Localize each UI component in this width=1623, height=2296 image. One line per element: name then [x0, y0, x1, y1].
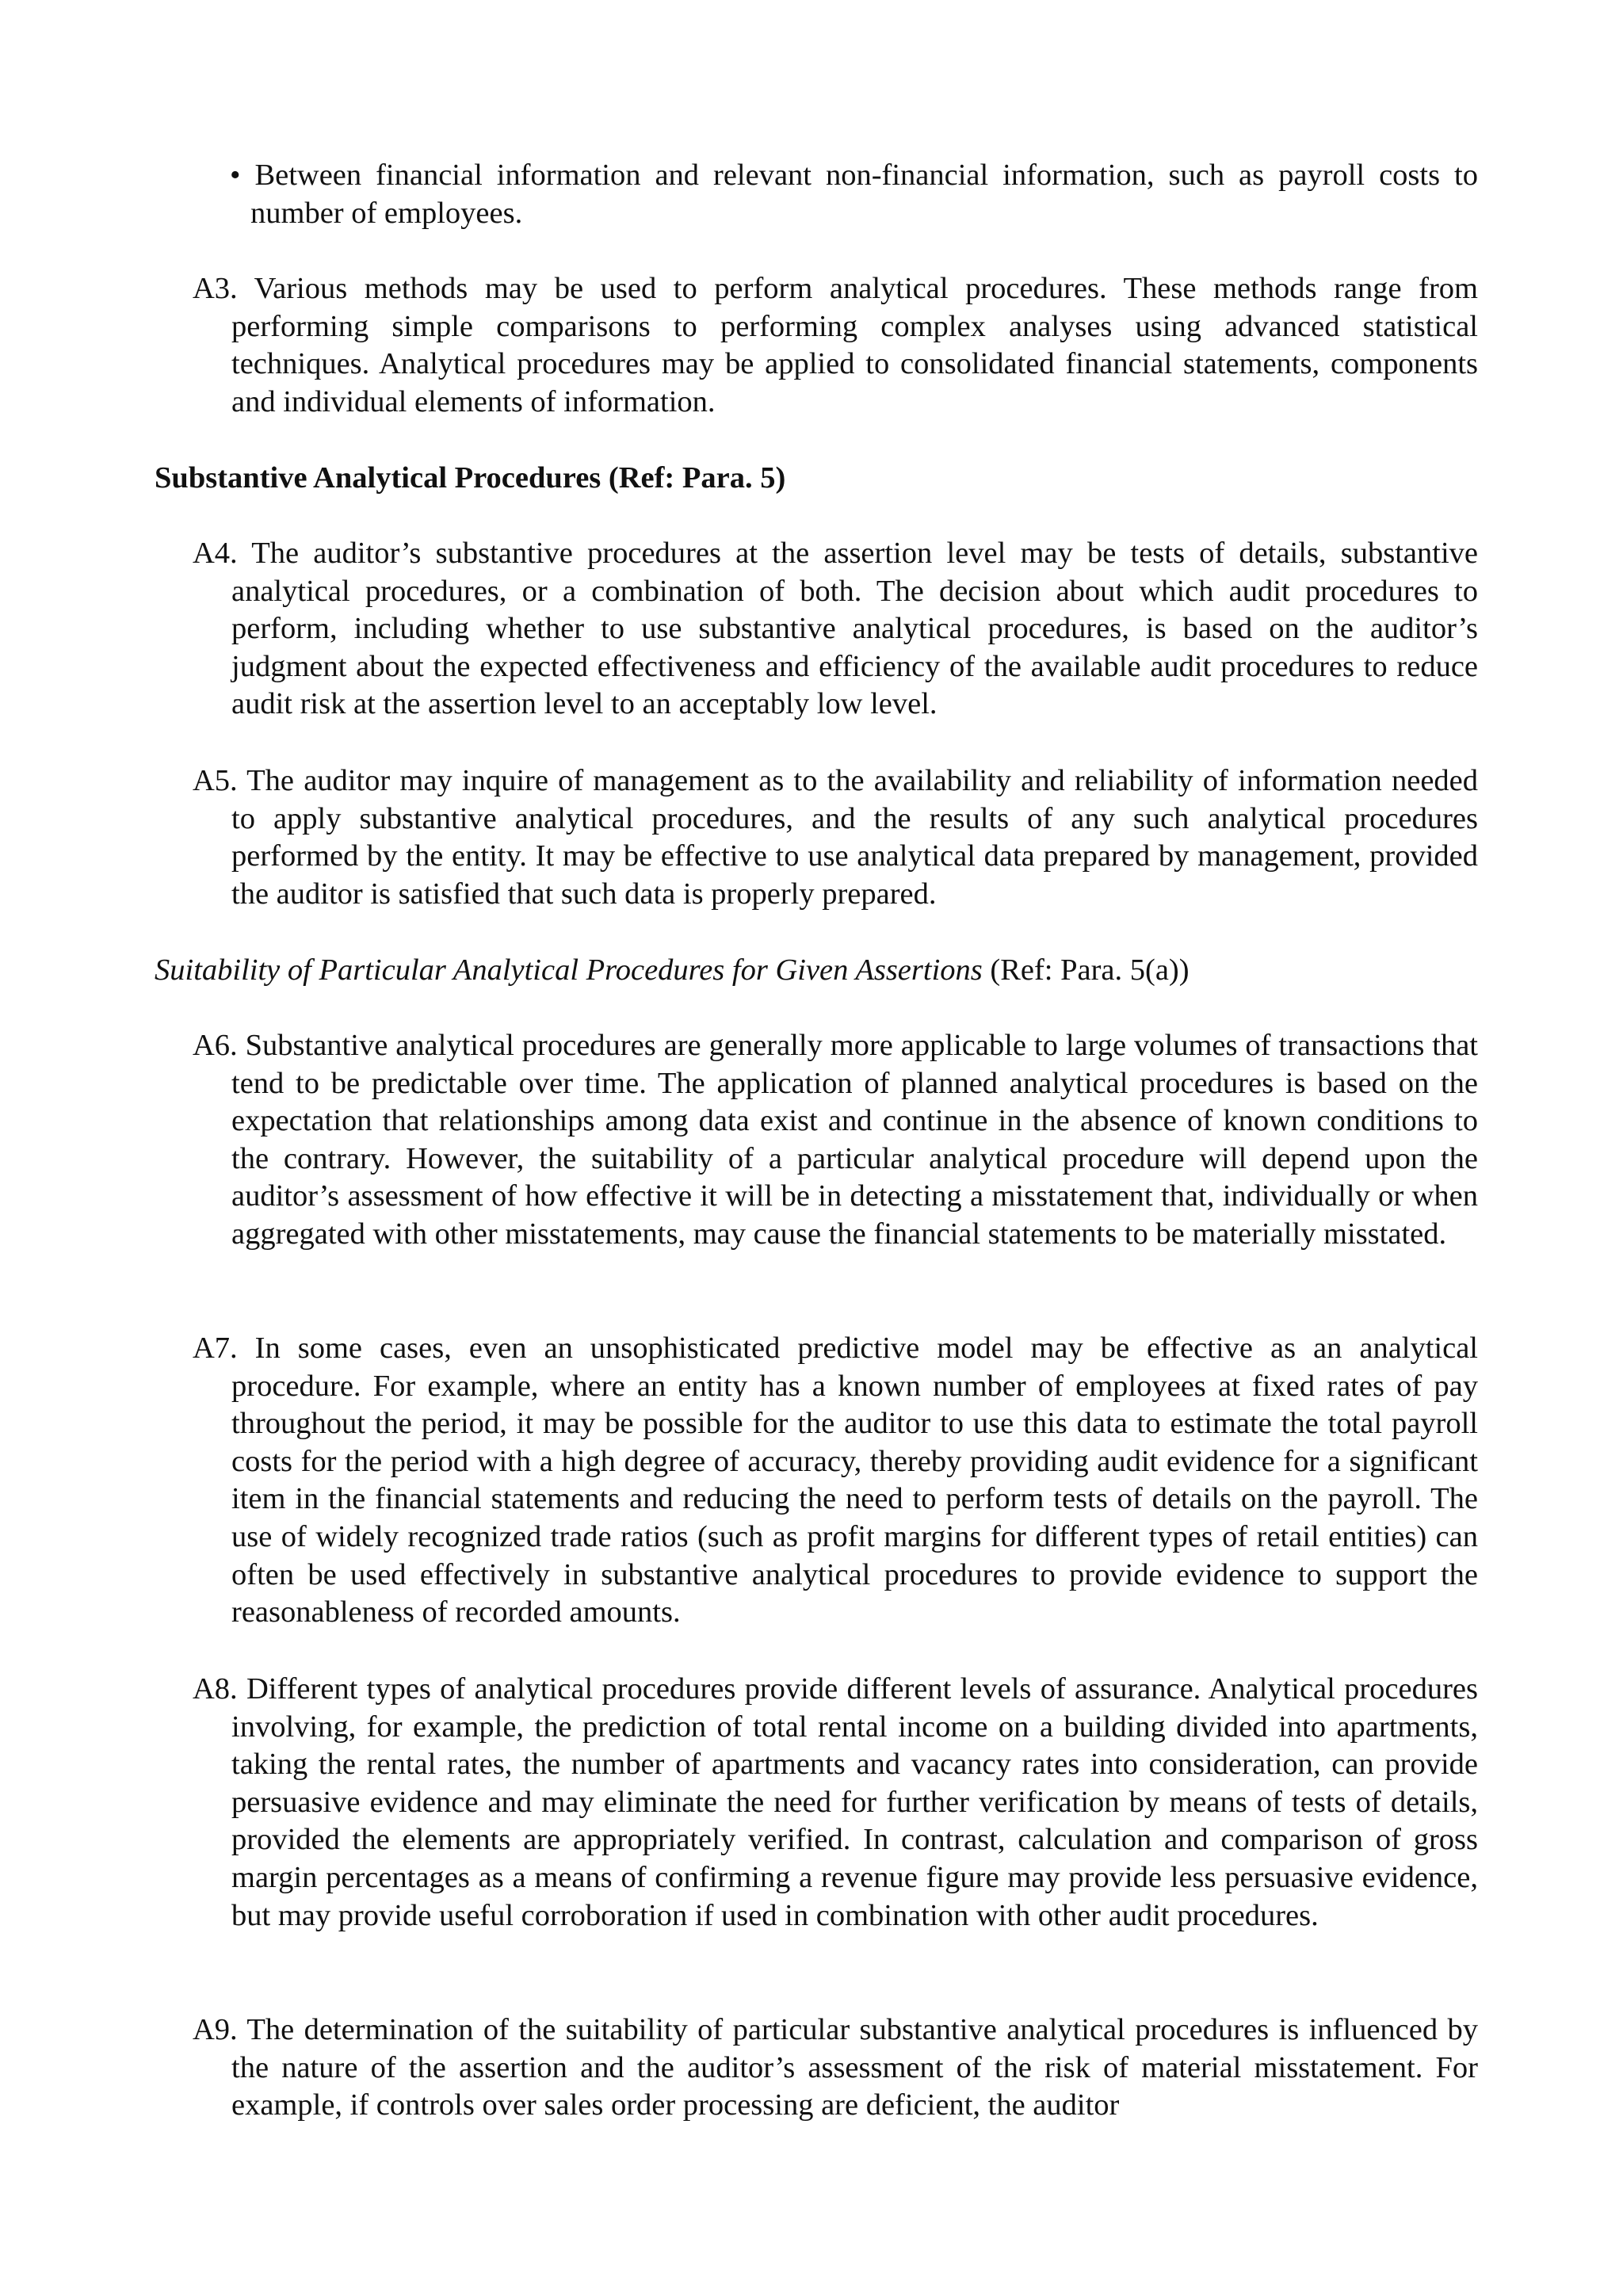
subsection-heading-title: Suitability of Particular Analytical Procedures for Given Assertions: [155, 953, 983, 987]
paragraph-a5: A5. The auditor may inquire of management as to the availability and reliability of information needed to apply substantive analytical procedures, and the results of any such analytical procedures performed by the entity. It may be effective to use analytical data prepared by management, provided the auditor is satisfied that such data is properly prepared.: [193, 764, 1478, 911]
paragraph-a7: A7. In some cases, even an unsophisticated predictive model may be effective as an analytical procedure. For example, where an entity has a known number of employees at fixed rates of pay throughout the period, it may be possible for the auditor to use this data to estimate the total payroll costs for the period with a high degree of accuracy, thereby providing audit evidence for a significant item in the financial statements and reducing the need to perform tests of details on the payroll. The use of widely recognized trade ratios (such as profit margins for different types of retail entities) can often be used effectively in substantive analytical procedures to provide evidence to support the reasonableness of recorded amounts.: [193, 1331, 1478, 1629]
subsection-heading-ref: (Ref: Para. 5(a)): [982, 953, 1190, 987]
paragraph-a8: A8. Different types of analytical procedures provide different levels of assurance. Analytical procedures involving, for example, the prediction of total rental income on a building divided into apartments, taking the rental rates, the number of apartments and vacancy rates into consideration, can provide persuasive evidence and may eliminate the need for further verification by means of tests of details, provided the elements are appropriately verified. In contrast, calculation and comparison of gross margin percentages as a means of confirming a revenue figure may provide less persuasive evidence, but may provide useful corroboration if used in combination with other audit procedures.: [193, 1672, 1478, 1932]
paragraph-a4: A4. The auditor’s substantive procedures at the assertion level may be tests of details, substantive analytical procedures, or a combination of both. The decision about which audit procedures to perform, including whether to use substantive analytical procedures, is based on the auditor’s judgment about the expected effectiveness and efficiency of the available audit procedures to reduce audit risk at the assertion level to an acceptably low level.: [193, 537, 1478, 721]
paragraph-a6: A6. Substantive analytical procedures are generally more applicable to large volumes of transactions that tend to be predictable over time. The application of planned analytical procedures is based on the expectation that relationships among data exist and continue in the absence of known conditions to the contrary. However, the suitability of a particular analytical procedure will depend upon the auditor’s assessment of how effective it will be in detecting a misstatement that, individually or when aggregated with other misstatements, may cause the financial statements to be materially misstated.: [193, 1029, 1478, 1251]
paragraph-a9: A9. The determination of the suitability of particular substantive analytical procedures is influenced by the nature of the assertion and the auditor’s assessment of the risk of material misstatement. For example, if controls over sales order processing are deficient, the auditor: [193, 2013, 1478, 2122]
subsection-heading-suitability: [155, 952, 1190, 990]
section-heading-substantive: Substantive Analytical Procedures (Ref: Para. 5): [155, 461, 786, 495]
paragraph-a3: A3. Various methods may be used to perform analytical procedures. These methods range from performing simple comparisons to performing complex analyses using advanced statistical techniques. Analytical procedures may be applied to consolidated financial statements, components and individual elements of information.: [193, 272, 1478, 418]
bullet-paragraph: • Between financial information and relevant non-financial information, such as payroll costs to number of employees.: [230, 159, 1478, 230]
